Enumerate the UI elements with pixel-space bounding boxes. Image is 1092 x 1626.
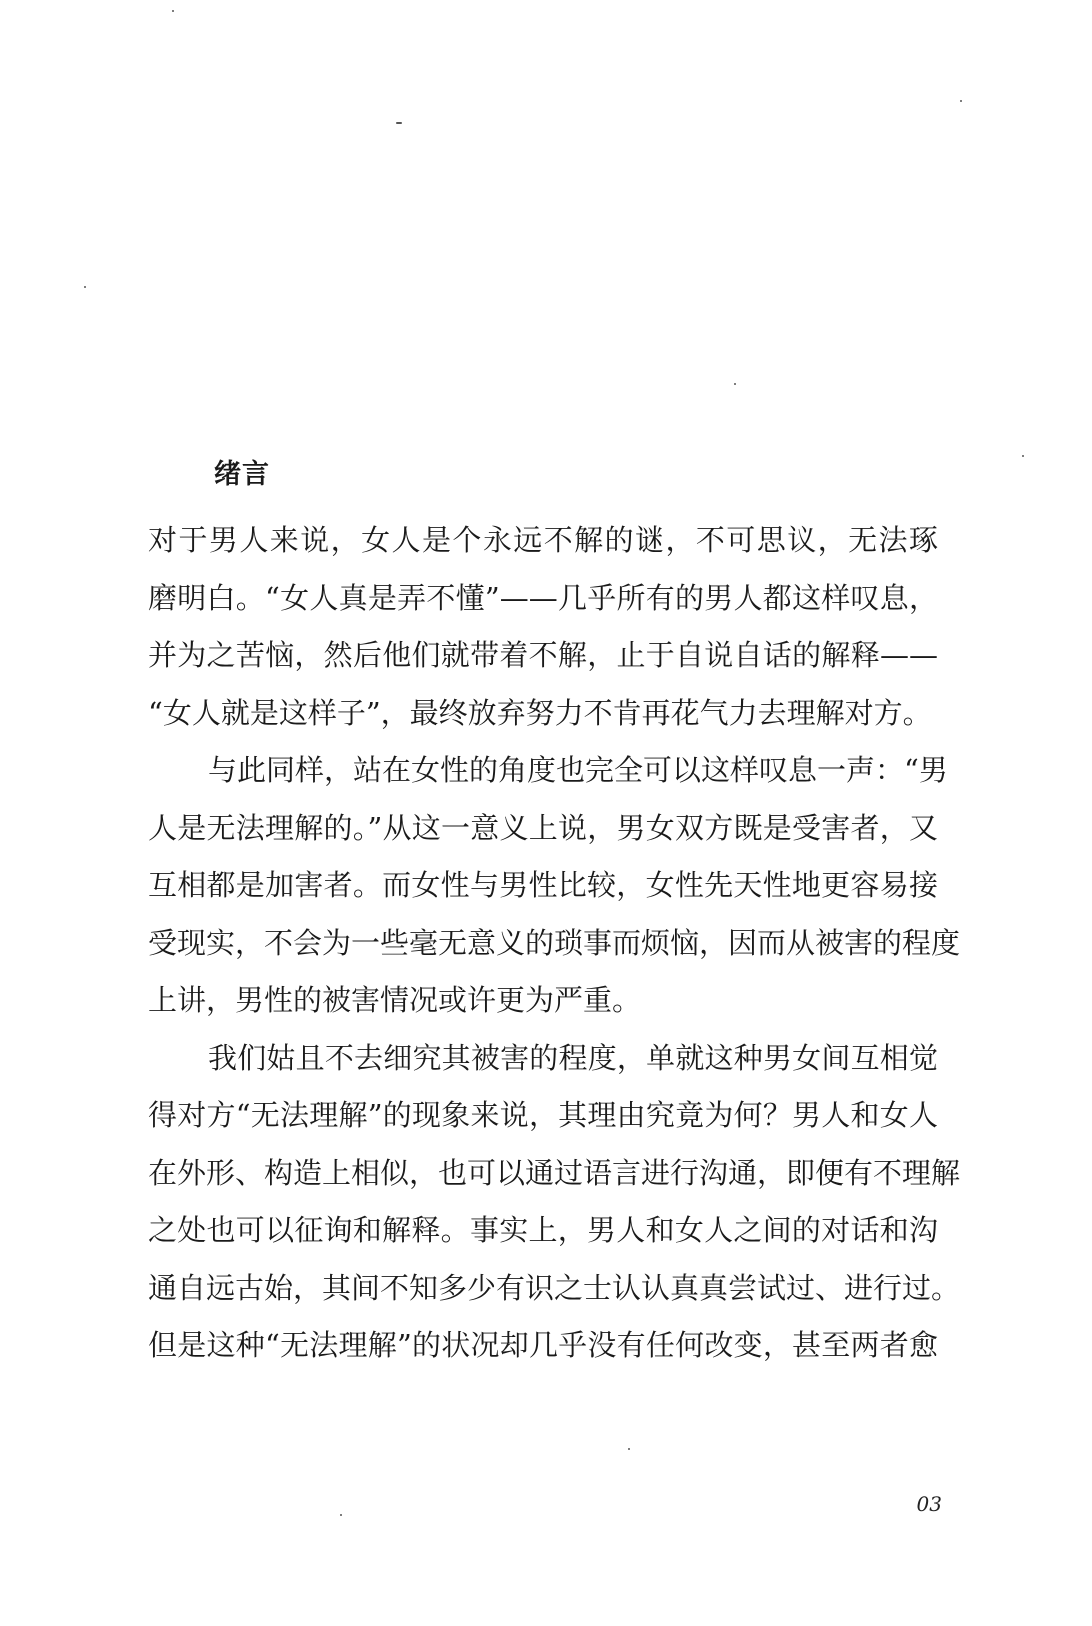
section-heading: 绪言 [214,459,270,490]
scan-speck [628,1448,630,1450]
scan-speck [340,1514,342,1516]
text-line: 磨明白。“女人真是弄不懂”——几乎所有的男人都这样叹息， [148,580,938,615]
text-line: 在外形、构造上相似，也可以通过语言进行沟通，即便有不理解 [148,1155,961,1190]
scan-speck [1022,455,1024,457]
text-line: 对于男人来说，女人是个永远不解的谜，不可思议，无法琢 [148,523,938,557]
text-line: 得对方“无法理解”的现象来说，其理由究竟为何？男人和女人 [148,1098,938,1132]
scan-speck [172,10,174,12]
scan-speck [84,286,86,288]
text-line: 与此同样，站在女性的角度也完全可以这样叹息一声：“男 [208,753,948,787]
text-line: 但是这种“无法理解”的状况却几乎没有任何改变，甚至两者愈 [148,1328,938,1362]
text-line: 上讲，男性的被害情况或许更为严重。 [148,983,642,1017]
scan-speck [734,383,736,385]
scan-speck [960,100,962,102]
text-line: 通自远古始，其间不知多少有识之士认认真真尝试过、进行过。 [148,1270,961,1305]
page-number: 03 [916,1492,942,1516]
text-line: “女人就是这样子”，最终放弃努力不肯再花气力去理解对方。 [148,695,932,730]
text-line: 并为之苦恼，然后他们就带着不解，止于自说自话的解释—— [148,638,938,672]
text-line: 我们姑且不去细究其被害的程度，单就这种男女间互相觉 [208,1040,938,1075]
body-text [148,512,961,1375]
scan-speck [396,122,402,124]
text-line: 之处也可以征询和解释。事实上，男人和女人之间的对话和沟 [148,1213,938,1247]
text-line: 人是无法理解的。”从这一意义上说，男女双方既是受害者，又 [148,810,938,845]
text-line: 互相都是加害者。而女性与男性比较，女性先天性地更容易接 [148,868,938,902]
text-line: 受现实，不会为一些毫无意义的琐事而烦恼，因而从被害的程度 [148,925,961,960]
